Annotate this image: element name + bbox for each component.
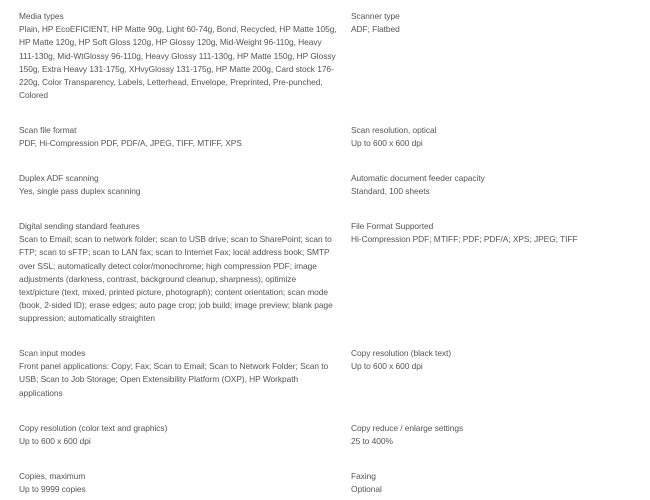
spec-duplex-adf-scanning [19, 172, 351, 220]
spec-value: 25 to 400% [351, 436, 393, 447]
spec-value: Up to 600 x 600 dpi [19, 436, 91, 447]
spec-media-types [19, 10, 351, 124]
spec-value: PDF, Hi-Compression PDF, PDF/A, JPEG, TIFF, MTIFF, XPS [19, 138, 242, 149]
spec-label: Copy reduce / enlarge settings [351, 423, 464, 433]
spec-value: Standard, 100 sheets [351, 186, 430, 197]
spec-value: Hi-Compression PDF; MTIFF; PDF; PDF/A; XPS; JPEG; TIFF [351, 234, 578, 245]
spec-label: Scanner type [351, 11, 400, 21]
spec-label: File Format Supported [351, 221, 434, 231]
spec-label: Scan file format [19, 125, 77, 135]
spec-copy-resolution-black [351, 347, 639, 422]
spec-label: Copies, maximum [19, 471, 86, 481]
spec-label: Copy resolution (black text) [351, 348, 452, 358]
spec-label: Digital sending standard features [19, 221, 140, 231]
spec-label: Copy resolution (color text and graphics) [19, 423, 168, 433]
spec-value: Yes, single pass duplex scanning [19, 186, 141, 197]
spec-digital-sending-features [19, 220, 351, 347]
spec-value: ADF; Flatbed [351, 24, 400, 35]
spec-copy-resolution-color [19, 422, 351, 470]
spec-scan-file-format [19, 124, 351, 172]
spec-label: Media types [19, 11, 64, 21]
spec-grid [19, 10, 639, 500]
spec-value: Optional [351, 484, 382, 495]
spec-row [19, 172, 639, 220]
spec-value: Plain, HP EcoEFICIENT, HP Matte 90g, Light 60-74g, Bond, Recycled, HP Matte 105g, HP Matte 120g, HP Soft Gloss 120g, HP Glossy 120g, Mid-Weight 96-110g, Heavy 111-130g, Mid-WtGlossy 96-110g, Heavy Glossy 111-130g, HP Matte 150g, HP Glossy 150g, Extra Heavy 131-175g, XHvyGlossy 131-175g, HP Matte 200g, Card stock 176-220g, Color Transparency, Labels, Letterhead, Envelope, Preprinted, Pre-punched, Colored [19, 24, 337, 101]
spec-value: Up to 600 x 600 dpi [351, 138, 423, 149]
spec-copy-reduce-enlarge [351, 422, 639, 470]
spec-value: Front panel applications: Copy; Fax; Scan to Email; Scan to Network Folder; Scan to USB; Scan to Job Storage; Open Extensibility Platform (OXP), HP Workpath applications [19, 361, 329, 398]
spec-scan-input-modes [19, 347, 351, 422]
spec-label: Scan input modes [19, 348, 86, 358]
spec-row [19, 220, 639, 347]
spec-row [19, 10, 639, 124]
spec-label: Scan resolution, optical [351, 125, 437, 135]
spec-value: Scan to Email; scan to network folder; scan to USB drive; scan to SharePoint; scan to FTP; scan to sFTP; scan to LAN fax; scan to Internet Fax; local address book; SMTP over SSL; automatically detect color/monochrome; high compression PDF; image adjustments (darkness, contrast, background cleanup, sharpness); optimize text/picture (text, mixed, printed picture, photograph); content orientation; scan mode (book, 2-sided ID); erase edges; auto page crop; job build; image preview; blank page suppression; automatically straighten [19, 234, 333, 324]
spec-adf-capacity [351, 172, 639, 220]
spec-scan-resolution-optical [351, 124, 639, 172]
spec-row [19, 347, 639, 422]
spec-row [19, 124, 639, 172]
spec-row [19, 422, 639, 470]
spec-value: Up to 600 x 600 dpi [351, 361, 423, 372]
spec-label: Faxing [351, 471, 376, 481]
spec-label: Duplex ADF scanning [19, 173, 99, 183]
spec-file-format-supported [351, 220, 639, 347]
spec-value: Up to 9999 copies [19, 484, 86, 495]
spec-label: Automatic document feeder capacity [351, 173, 485, 183]
spec-scanner-type [351, 10, 639, 124]
